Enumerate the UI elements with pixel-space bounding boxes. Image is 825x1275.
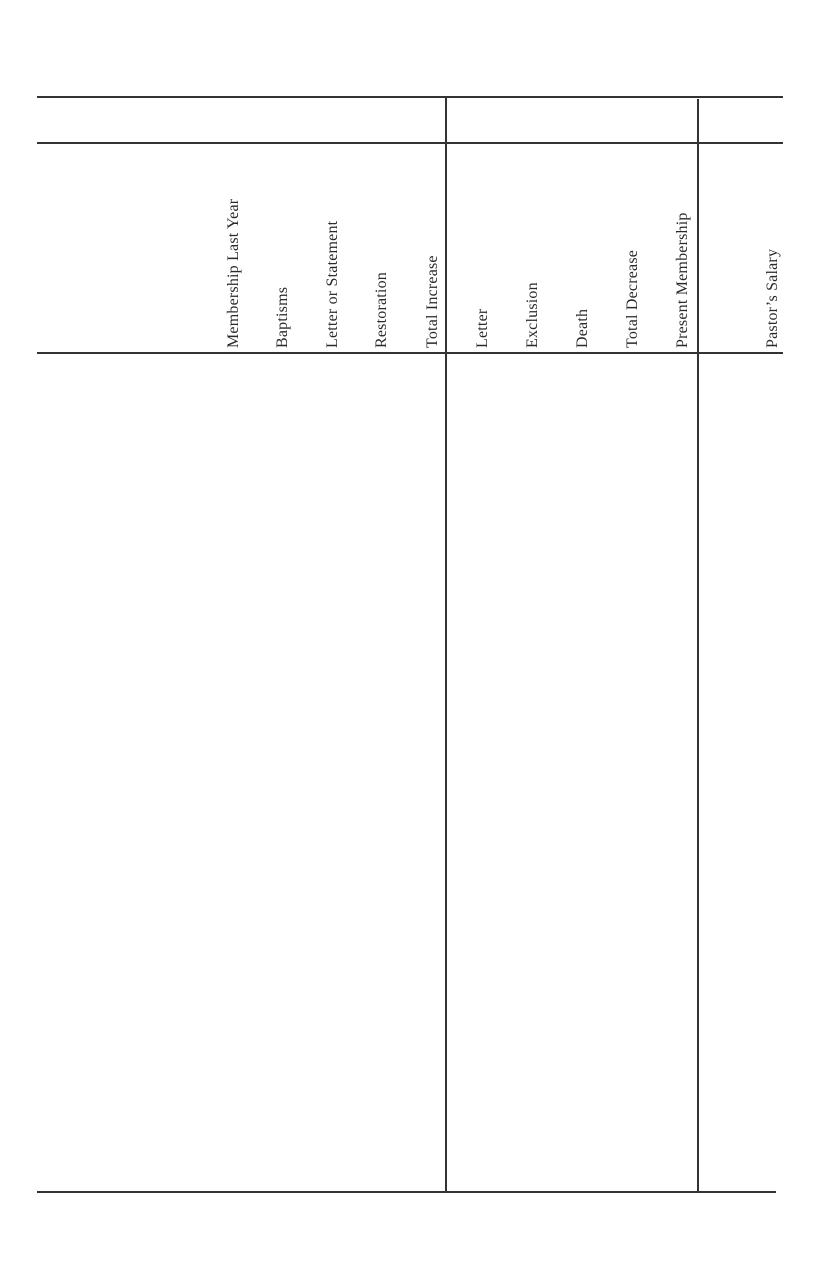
column-header-present-membership: Present Membership bbox=[674, 212, 691, 348]
column-header-death: Death bbox=[574, 308, 591, 348]
increase-section-divider bbox=[445, 97, 447, 1192]
column-header-exclusion: Exclusion bbox=[524, 282, 541, 348]
bottom-rule bbox=[37, 1191, 776, 1193]
column-header-total-increase: Total Increase bbox=[424, 255, 441, 348]
column-header-letter: Letter bbox=[474, 308, 491, 348]
column-header-total-decrease: Total Decrease bbox=[624, 249, 641, 348]
column-header-membership-last-year: Membership Last Year bbox=[225, 198, 242, 348]
column-header-baptisms: Baptisms bbox=[274, 286, 291, 348]
membership-section-divider bbox=[697, 99, 699, 1192]
header-rule bbox=[37, 142, 783, 144]
column-header-letter-or-statement: Letter or Statement bbox=[324, 220, 341, 348]
column-header-bottom-rule bbox=[37, 352, 783, 354]
column-header-pastors-salary: Pastor’s Salary bbox=[764, 248, 781, 348]
column-header-restoration: Restoration bbox=[373, 272, 390, 348]
top-rule bbox=[37, 96, 783, 98]
